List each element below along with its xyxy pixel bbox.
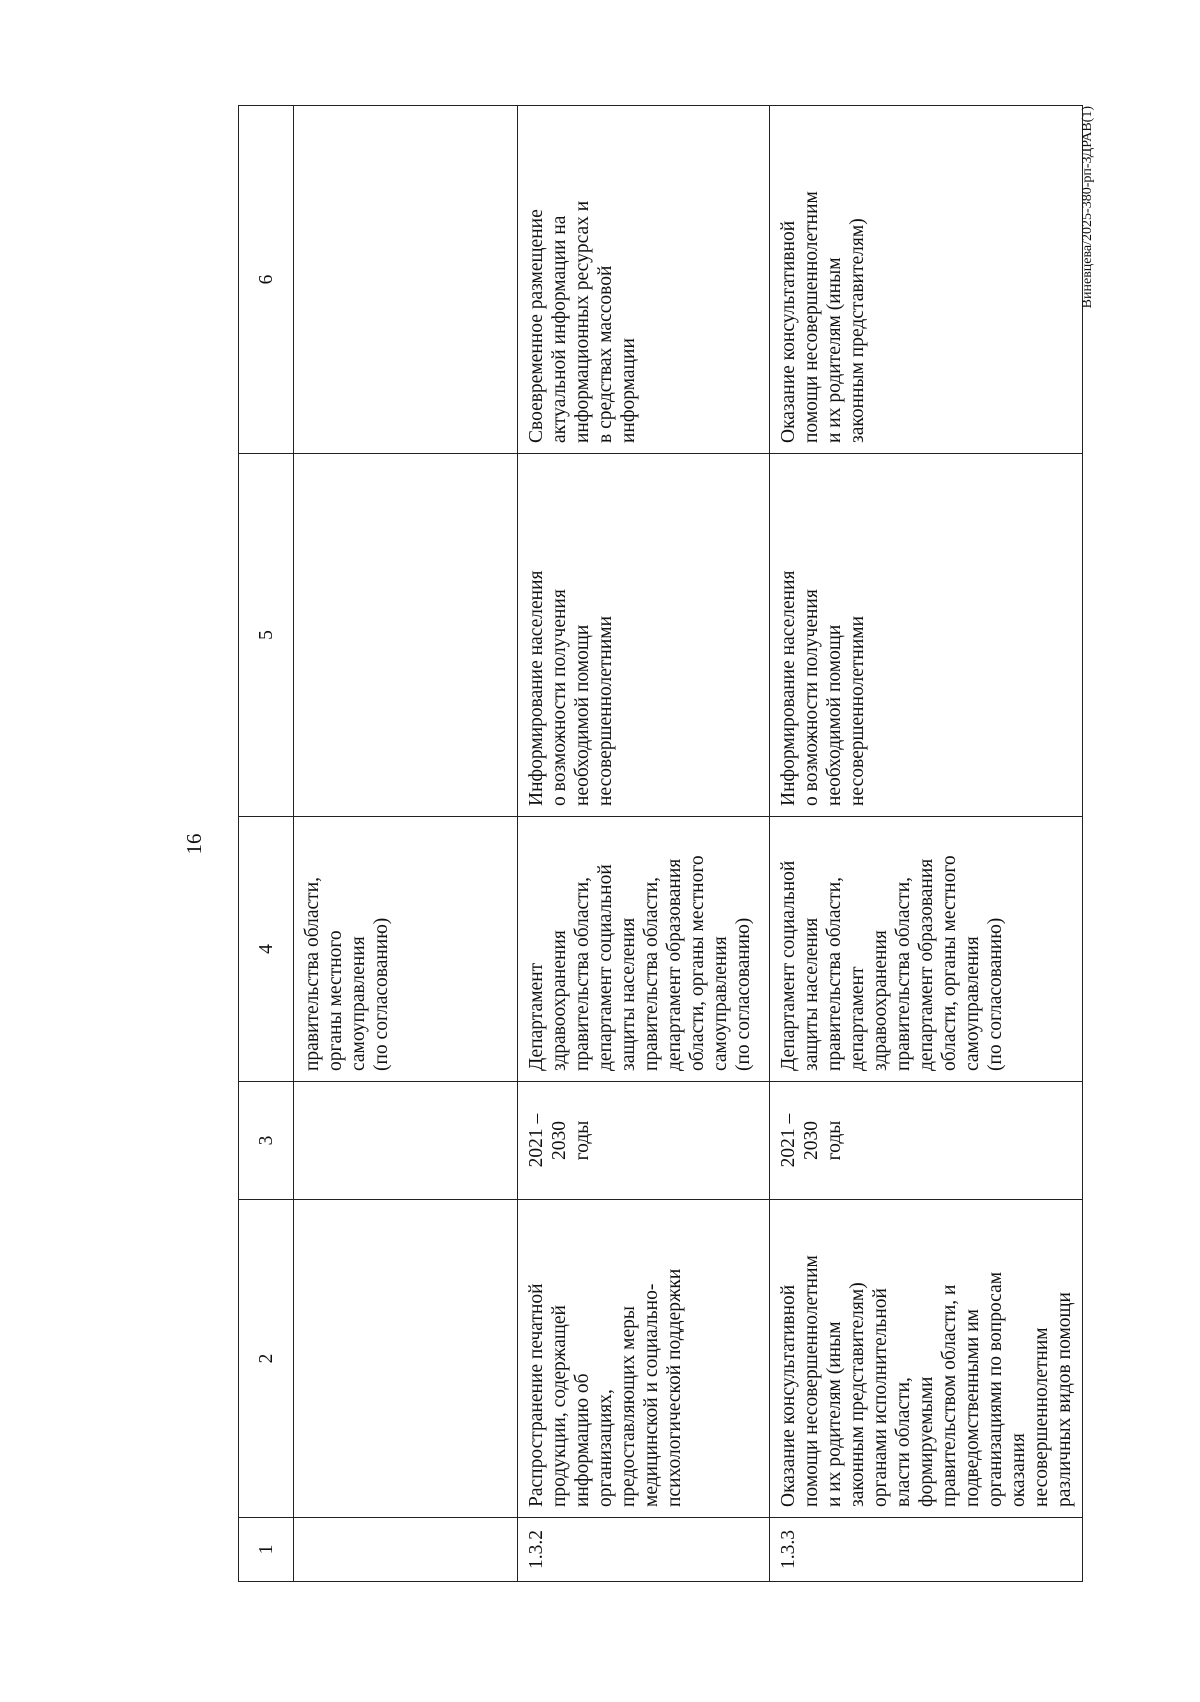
column-header-2: 2 <box>239 1200 294 1518</box>
cell-result <box>294 106 518 454</box>
cell-item-number: 1.3.2 <box>518 1518 770 1582</box>
cell-content <box>294 454 518 817</box>
cell-activity: Оказание консультативной помощи несовершеннолетним и их родителям (иным законным представителям) органами исполнительной власти области, формируемыми правительством области, и подведомственными им организациями по вопросам оказания несовершеннолетним различных видов помощи <box>770 1200 1083 1518</box>
table-row-1-3-2 <box>518 106 770 1582</box>
cell-term <box>294 1082 518 1200</box>
cell-item-number: 1.3.3 <box>770 1518 1083 1582</box>
cell-executors: Департамент здравоохранения правительства области, департамент социальной защиты населения правительства области, департамент образования области, органы местного самоуправления (по согласованию) <box>518 817 770 1082</box>
table-row-continuation <box>294 106 518 1582</box>
column-header-3: 3 <box>239 1082 294 1200</box>
cell-item-number <box>294 1518 518 1582</box>
column-header-1: 1 <box>239 1518 294 1582</box>
column-header-6: 6 <box>239 106 294 454</box>
table-row-1-3-3 <box>770 106 1083 1582</box>
cell-content: Информирование населения о возможности получения необходимой помощи несовершеннолетними <box>518 454 770 817</box>
cell-activity: Распространение печатной продукции, содержащей информацию об организациях, предоставляющих меры медицинской и социально- психологической поддержки <box>518 1200 770 1518</box>
column-header-5: 5 <box>239 454 294 817</box>
cell-term: 2021 – 2030 годы <box>518 1082 770 1200</box>
measures-table <box>238 105 1083 1582</box>
page-number: 16 <box>182 833 206 855</box>
table-header-row <box>239 106 294 1582</box>
cell-content: Информирование населения о возможности получения необходимой помощи несовершеннолетними <box>770 454 1083 817</box>
rotated-page-content <box>176 106 1095 1582</box>
cell-activity <box>294 1200 518 1518</box>
cell-result: Своевременное размещение актуальной информации на информационных ресурсах и в средствах массовой информации <box>518 106 770 454</box>
cell-executors: Департамент социальной защиты населения правительства области, департамент здравоохранения правительства области, департамент образования области, органы местного самоуправления (по согласованию) <box>770 817 1083 1082</box>
cell-term: 2021 – 2030 годы <box>770 1082 1083 1200</box>
cell-result: Оказание консультативной помощи несовершеннолетним и их родителям (иным законным представителям) <box>770 106 1083 454</box>
document-footer-code: Виневцева/2025-380-рп-ЗДРАВ(1) <box>1080 106 1095 309</box>
column-header-4: 4 <box>239 817 294 1082</box>
cell-executors: правительства области, органы местного самоуправления (по согласованию) <box>294 817 518 1082</box>
